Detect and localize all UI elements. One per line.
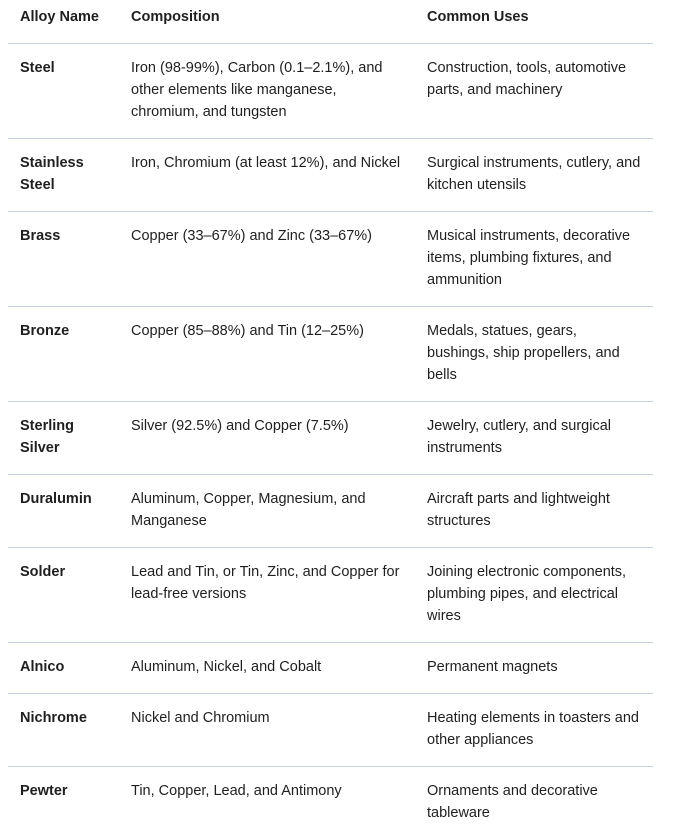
- common-uses-cell: Musical instruments, decorative items, plumbing fixtures, and ammunition: [415, 212, 653, 307]
- common-uses-cell: Surgical instruments, cutlery, and kitchen utensils: [415, 139, 653, 212]
- alloy-name-cell: Solder: [8, 548, 119, 643]
- alloy-name-cell: Brass: [8, 212, 119, 307]
- alloy-name-cell: Pewter: [8, 767, 119, 839]
- composition-cell: Nickel and Chromium: [119, 694, 415, 767]
- composition-cell: Copper (33–67%) and Zinc (33–67%): [119, 212, 415, 307]
- common-uses-cell: Medals, statues, gears, bushings, ship propellers, and bells: [415, 307, 653, 402]
- composition-cell: Iron (98-99%), Carbon (0.1–2.1%), and other elements like manganese, chromium, and tungsten: [119, 44, 415, 139]
- table-row: [8, 44, 653, 139]
- table-row: [8, 643, 653, 694]
- alloy-name-cell: Stainless Steel: [8, 139, 119, 212]
- composition-cell: Aluminum, Copper, Magnesium, and Manganese: [119, 475, 415, 548]
- common-uses-cell: Joining electronic components, plumbing pipes, and electrical wires: [415, 548, 653, 643]
- composition-cell: Lead and Tin, or Tin, Zinc, and Copper for lead-free versions: [119, 548, 415, 643]
- common-uses-cell: Permanent magnets: [415, 643, 653, 694]
- common-uses-cell: Aircraft parts and lightweight structures: [415, 475, 653, 548]
- header-alloy-name: Alloy Name: [8, 0, 119, 44]
- composition-cell: Copper (85–88%) and Tin (12–25%): [119, 307, 415, 402]
- common-uses-cell: Heating elements in toasters and other appliances: [415, 694, 653, 767]
- table-header-row: [8, 0, 653, 44]
- alloy-name-cell: Duralumin: [8, 475, 119, 548]
- common-uses-cell: Construction, tools, automotive parts, and machinery: [415, 44, 653, 139]
- header-common-uses: Common Uses: [415, 0, 653, 44]
- composition-cell: Silver (92.5%) and Copper (7.5%): [119, 402, 415, 475]
- alloy-name-cell: Alnico: [8, 643, 119, 694]
- alloy-name-cell: Nichrome: [8, 694, 119, 767]
- composition-cell: Iron, Chromium (at least 12%), and Nickel: [119, 139, 415, 212]
- table-row: [8, 694, 653, 767]
- header-composition: Composition: [119, 0, 415, 44]
- table-row: [8, 212, 653, 307]
- table-row: [8, 139, 653, 212]
- alloys-table: [8, 0, 653, 839]
- table-row: [8, 307, 653, 402]
- table-row: [8, 402, 653, 475]
- composition-cell: Tin, Copper, Lead, and Antimony: [119, 767, 415, 839]
- common-uses-cell: Ornaments and decorative tableware: [415, 767, 653, 839]
- table-row: [8, 548, 653, 643]
- alloy-name-cell: Steel: [8, 44, 119, 139]
- alloy-name-cell: Sterling Silver: [8, 402, 119, 475]
- alloy-name-cell: Bronze: [8, 307, 119, 402]
- table-row: [8, 767, 653, 839]
- common-uses-cell: Jewelry, cutlery, and surgical instruments: [415, 402, 653, 475]
- composition-cell: Aluminum, Nickel, and Cobalt: [119, 643, 415, 694]
- table-row: [8, 475, 653, 548]
